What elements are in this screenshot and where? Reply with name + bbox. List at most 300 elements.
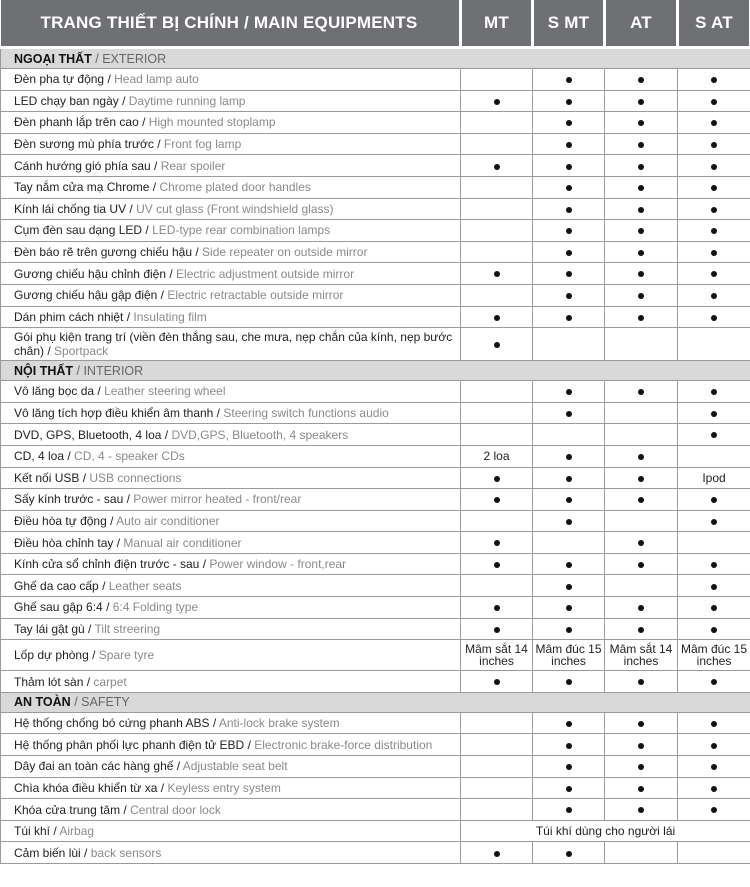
cell-mt-empty [461, 112, 533, 134]
feature-name-vi: Vô lăng tích hợp điều khiển âm thanh [14, 406, 214, 421]
bullet-icon [711, 389, 717, 395]
table-row [1, 328, 750, 361]
table-row [1, 799, 750, 821]
section-title-en: EXTERIOR [102, 51, 167, 66]
header-row [1, 0, 750, 48]
section-title [1, 48, 750, 69]
feature-name-vi: Gương chiếu hậu chỉnh điện [14, 266, 167, 281]
table-row [1, 618, 750, 640]
bullet-icon [566, 99, 572, 105]
cell-s-at [678, 489, 750, 511]
bullet-icon [638, 764, 644, 770]
bullet-icon [566, 389, 572, 395]
bullet-icon [711, 120, 717, 126]
section-header [1, 48, 750, 69]
cell-s-mt [533, 777, 605, 799]
feature-name [1, 402, 461, 424]
bullet-icon [566, 250, 572, 256]
feature-name [1, 133, 461, 155]
bullet-icon [711, 228, 717, 234]
feature-name [1, 90, 461, 112]
feature-name-vi: Ghế da cao cấp [14, 578, 99, 593]
bullet-icon [711, 807, 717, 813]
bullet-icon [711, 721, 717, 727]
feature-name-vi: Hệ thống phân phối lực phanh điện tử EBD [14, 737, 245, 752]
bullet-icon [711, 497, 717, 503]
bullet-icon [566, 476, 572, 482]
table-body [1, 48, 750, 864]
cell-mt-empty [461, 381, 533, 403]
table-row [1, 69, 750, 91]
table-row [1, 734, 750, 756]
cell-at [605, 263, 678, 285]
cell-at [605, 198, 678, 220]
bullet-icon [494, 562, 500, 568]
cell-s-at [678, 756, 750, 778]
bullet-icon [566, 207, 572, 213]
cell-s-at [678, 176, 750, 198]
cell-mt [461, 90, 533, 112]
section-title-vi: AN TOÀN [14, 695, 71, 710]
bullet-icon [711, 627, 717, 633]
cell-at [605, 176, 678, 198]
cell-s-mt [533, 306, 605, 328]
cell-s-mt [533, 241, 605, 263]
bullet-icon [638, 562, 644, 568]
feature-name-vi: Lốp dự phòng [14, 648, 89, 663]
section-title [1, 361, 750, 381]
separator: / [50, 824, 60, 839]
feature-name [1, 734, 461, 756]
feature-name-vi: Thảm lót sàn [14, 674, 84, 689]
feature-name-vi: Cánh hướng gió phía sau [14, 158, 151, 173]
feature-name-vi: Điều hòa tự động [14, 513, 107, 528]
bullet-icon [638, 77, 644, 83]
bullet-icon [711, 786, 717, 792]
table-row [1, 263, 750, 285]
feature-name-vi: Đèn báo rẽ trên gương chiếu hậu [14, 245, 193, 260]
bullet-icon [494, 342, 500, 348]
feature-name-en: LED-type rear combination lamps [152, 223, 331, 238]
cell-at [605, 597, 678, 619]
feature-name-en: Steering switch functions audio [223, 406, 389, 421]
cell-at [605, 133, 678, 155]
cell-at [605, 284, 678, 306]
feature-name-vi: Gói phụ kiện trang trí (viền đèn thắng sau, che mưa, nẹp chắn của kính, nẹp bước chân) [14, 330, 453, 359]
feature-name-vi: CD, 4 loa [14, 449, 65, 464]
bullet-icon [711, 743, 717, 749]
bullet-icon [638, 142, 644, 148]
table-row [1, 756, 750, 778]
feature-name-vi: Tay lái gật gù [14, 621, 85, 636]
bullet-icon [566, 786, 572, 792]
cell-at [605, 618, 678, 640]
bullet-icon [711, 99, 717, 105]
section-title-vi: NGOẠI THẤT [14, 51, 92, 66]
bullet-icon [711, 411, 717, 417]
separator: / [88, 648, 99, 663]
feature-name-en: Anti-lock brake system [218, 716, 340, 731]
cell-s-mt [533, 176, 605, 198]
bullet-icon [638, 454, 644, 460]
cell-s-at [678, 155, 750, 177]
cell-mt-empty [461, 734, 533, 756]
bullet-icon [711, 679, 717, 685]
bullet-icon [711, 164, 717, 170]
table-row [1, 381, 750, 403]
separator: / [209, 716, 219, 731]
separator: / [153, 137, 164, 152]
cell-mt [461, 306, 533, 328]
cell-at [605, 756, 678, 778]
table-row [1, 575, 750, 597]
cell-s-mt [533, 553, 605, 575]
feature-name-vi: DVD, GPS, Bluetooth, 4 loa [14, 427, 162, 442]
separator: / [104, 72, 115, 87]
bullet-icon [494, 605, 500, 611]
cell-s-mt [533, 671, 605, 693]
cell-mt [461, 532, 533, 554]
separator: / [199, 557, 210, 572]
separator: / [157, 288, 168, 303]
feature-name [1, 640, 461, 671]
separator: / [149, 180, 160, 195]
table-title: TRANG THIẾT BỊ CHÍNH / MAIN EQUIPMENTS [1, 0, 461, 48]
separator: / [106, 513, 117, 528]
separator: / [118, 93, 129, 108]
bullet-icon [566, 142, 572, 148]
bullet-icon [494, 164, 500, 170]
cell-mt-empty [461, 402, 533, 424]
separator: / [161, 427, 172, 442]
cell-s-mt [533, 597, 605, 619]
feature-name-vi: Đèn pha tự động [14, 72, 105, 87]
cell-at [605, 734, 678, 756]
cell-s-mt [533, 712, 605, 734]
cell-s-at [678, 424, 750, 446]
cell-at [605, 241, 678, 263]
feature-name-vi: Khóa cửa trung tâm [14, 802, 121, 817]
cell-at [605, 671, 678, 693]
separator: / [98, 578, 109, 593]
cell-s-at [678, 112, 750, 134]
section-title-en: SAFETY [81, 695, 130, 710]
table-row [1, 597, 750, 619]
table-row [1, 820, 750, 842]
table-row [1, 220, 750, 242]
table-row [1, 241, 750, 263]
separator: / [173, 759, 183, 774]
cell-at [605, 712, 678, 734]
separator: / [213, 406, 224, 421]
cell-mt-empty [461, 777, 533, 799]
bullet-icon [711, 315, 717, 321]
separator: / [91, 51, 103, 66]
bullet-icon [711, 584, 717, 590]
bullet-icon [566, 293, 572, 299]
bullet-icon [638, 540, 644, 546]
bullet-icon [711, 432, 717, 438]
separator: / [84, 621, 95, 636]
separator: / [192, 245, 203, 260]
bullet-icon [638, 807, 644, 813]
table-row [1, 424, 750, 446]
table-row [1, 532, 750, 554]
cell-s-at [678, 381, 750, 403]
cell-s-mt [533, 756, 605, 778]
bullet-icon [638, 605, 644, 611]
feature-name-en: Electric adjustment outside mirror [176, 266, 355, 281]
table-row [1, 402, 750, 424]
feature-name-en: Spare tyre [98, 648, 155, 663]
feature-name-en: Insulating film [133, 309, 207, 324]
bullet-icon [566, 497, 572, 503]
feature-name [1, 756, 461, 778]
feature-name-vi: LED chạy ban ngày [14, 93, 119, 108]
cell-s-mt [533, 381, 605, 403]
table-row [1, 489, 750, 511]
cell-s-at [678, 90, 750, 112]
feature-name-en: Power mirror heated - front/rear [133, 492, 302, 507]
section-title-vi: NỘI THẤT [14, 363, 74, 378]
bullet-icon [494, 851, 500, 857]
cell-at [605, 489, 678, 511]
cell-s-at [678, 133, 750, 155]
feature-name [1, 198, 461, 220]
bullet-icon [638, 786, 644, 792]
cell-at [605, 112, 678, 134]
separator: / [83, 674, 94, 689]
cell-s-at [678, 198, 750, 220]
bullet-icon [566, 315, 572, 321]
separator: / [126, 201, 137, 216]
bullet-icon [711, 293, 717, 299]
cell-s-at [678, 618, 750, 640]
cell-s-at [678, 263, 750, 285]
feature-name-en: DVD,GPS, Bluetooth, 4 speakers [171, 427, 349, 442]
feature-name [1, 575, 461, 597]
table-row [1, 284, 750, 306]
bullet-icon [494, 99, 500, 105]
cell-s-mt [533, 734, 605, 756]
cell-s-mt [533, 842, 605, 864]
feature-name-vi: Túi khí [14, 824, 51, 839]
bullet-icon [711, 562, 717, 568]
separator: / [79, 470, 90, 485]
cell-s-mt [533, 220, 605, 242]
column-header-mt: MT [461, 0, 533, 48]
feature-name [1, 176, 461, 198]
cell-s-mt [533, 90, 605, 112]
feature-name-en: Power window - front,rear [209, 557, 347, 572]
feature-name-en: USB connections [89, 470, 182, 485]
table-row [1, 640, 750, 671]
table-row [1, 112, 750, 134]
feature-name-vi: Đèn phanh lắp trên cao [14, 115, 139, 130]
feature-name-vi: Chìa khóa điều khiển từ xa [14, 780, 158, 795]
feature-name-vi: Hệ thống chống bó cứng phanh ABS [14, 716, 210, 731]
cell-at [605, 69, 678, 91]
cell-mt-empty [461, 133, 533, 155]
cell-s-at [678, 734, 750, 756]
bullet-icon [566, 721, 572, 727]
bullet-icon [566, 764, 572, 770]
cell-at [605, 381, 678, 403]
column-header-s-mt: S MT [533, 0, 605, 48]
feature-name-vi: Vô lăng bọc da [14, 384, 98, 399]
feature-name [1, 618, 461, 640]
feature-name-en: High mounted stoplamp [148, 115, 276, 130]
cell-s-at [678, 553, 750, 575]
feature-name [1, 155, 461, 177]
table-row [1, 777, 750, 799]
cell-at [605, 799, 678, 821]
feature-name-en: Airbag [59, 824, 95, 839]
cell-s-mt [533, 445, 605, 467]
table-row [1, 671, 750, 693]
feature-name-en: UV cut glass (Front windshield glass) [136, 201, 334, 216]
feature-name [1, 777, 461, 799]
cell-s-mt [533, 69, 605, 91]
separator: / [244, 737, 255, 752]
cell-s-at: Mâm đúc 15 inches [678, 640, 750, 671]
table-row [1, 712, 750, 734]
feature-name-vi: Gương chiếu hậu gập điện [14, 288, 158, 303]
feature-name-en: Tilt streering [94, 621, 161, 636]
cell-mt [461, 618, 533, 640]
feature-name-en: Head lamp auto [114, 72, 199, 87]
feature-name [1, 597, 461, 619]
feature-name-en: Keyless entry system [167, 780, 281, 795]
bullet-icon [638, 164, 644, 170]
feature-name [1, 112, 461, 134]
separator: / [73, 363, 84, 378]
separator: / [138, 115, 149, 130]
cell-s-at [678, 777, 750, 799]
cell-s-at-empty [678, 445, 750, 467]
feature-name-vi: Ghế sau gập 6:4 [14, 600, 103, 615]
bullet-icon [638, 250, 644, 256]
section-header [1, 692, 750, 712]
feature-name-en: Manual air conditioner [123, 535, 242, 550]
feature-name [1, 328, 461, 361]
cell-s-mt [533, 467, 605, 489]
bullet-icon [566, 627, 572, 633]
cell-at [605, 306, 678, 328]
feature-name-vi: Cảm biến lùi [14, 845, 81, 860]
cell-mt-empty [461, 241, 533, 263]
bullet-icon [711, 519, 717, 525]
separator: / [44, 344, 55, 359]
bullet-icon [638, 271, 644, 277]
separator: / [123, 309, 134, 324]
cell-s-at [678, 597, 750, 619]
cell-at [605, 155, 678, 177]
feature-name-vi: Kết nối USB [14, 470, 80, 485]
feature-name [1, 532, 461, 554]
bullet-icon [638, 679, 644, 685]
separator: / [120, 802, 131, 817]
bullet-icon [638, 497, 644, 503]
feature-name-vi: Dây đai an toàn các hàng ghế [14, 759, 174, 774]
cell-mt [461, 263, 533, 285]
separator: / [102, 600, 113, 615]
separator: / [150, 158, 161, 173]
cell-s-at [678, 671, 750, 693]
section-title-en: INTERIOR [83, 363, 144, 378]
separator: / [157, 780, 168, 795]
cell-mt-empty [461, 756, 533, 778]
cell-s-at [678, 220, 750, 242]
cell-mt-empty [461, 284, 533, 306]
feature-name-en: Central door lock [130, 802, 221, 817]
bullet-icon [711, 142, 717, 148]
cell-s-mt [533, 489, 605, 511]
bullet-icon [566, 851, 572, 857]
section-header [1, 361, 750, 381]
cell-s-mt-empty [533, 424, 605, 446]
cell-mt [461, 597, 533, 619]
cell-s-mt: Mâm đúc 15 inches [533, 640, 605, 671]
feature-name [1, 842, 461, 864]
table-row [1, 306, 750, 328]
feature-name [1, 467, 461, 489]
cell-mt [461, 489, 533, 511]
cell-at [605, 220, 678, 242]
bullet-icon [566, 562, 572, 568]
table-row [1, 553, 750, 575]
feature-name-vi: Điều hòa chỉnh tay [14, 535, 114, 550]
cell-s-at: Ipod [678, 467, 750, 489]
bullet-icon [494, 497, 500, 503]
cell-mt: Mâm sắt 14 inches [461, 640, 533, 671]
bullet-icon [638, 99, 644, 105]
feature-name-vi: Dán phim cách nhiệt [14, 309, 124, 324]
column-header-at: AT [605, 0, 678, 48]
cell-mt-empty [461, 220, 533, 242]
bullet-icon [566, 743, 572, 749]
feature-name [1, 820, 461, 842]
bullet-icon [638, 743, 644, 749]
bullet-icon [638, 293, 644, 299]
feature-name [1, 489, 461, 511]
cell-mt-empty [461, 176, 533, 198]
feature-name-en: back sensors [90, 845, 162, 860]
table-row [1, 842, 750, 864]
cell-s-at-empty [678, 328, 750, 361]
cell-s-mt [533, 133, 605, 155]
feature-name-en: Front fog lamp [163, 137, 242, 152]
cell-at-empty [605, 575, 678, 597]
separator: / [70, 695, 82, 710]
feature-name-vi: Cụm đèn sau dạng LED [14, 223, 143, 238]
table-row [1, 510, 750, 532]
feature-name [1, 69, 461, 91]
bullet-icon [566, 807, 572, 813]
bullet-icon [711, 605, 717, 611]
cell-at [605, 467, 678, 489]
bullet-icon [711, 77, 717, 83]
feature-name-en: Auto air conditioner [116, 513, 220, 528]
cell-at: Mâm sắt 14 inches [605, 640, 678, 671]
feature-name [1, 799, 461, 821]
separator: / [142, 223, 153, 238]
feature-name-en: Side repeater on outside mirror [202, 245, 368, 260]
cell-s-at [678, 306, 750, 328]
cell-mt [461, 553, 533, 575]
feature-name-en: Leather steering wheel [104, 384, 226, 399]
cell-mt-empty [461, 510, 533, 532]
